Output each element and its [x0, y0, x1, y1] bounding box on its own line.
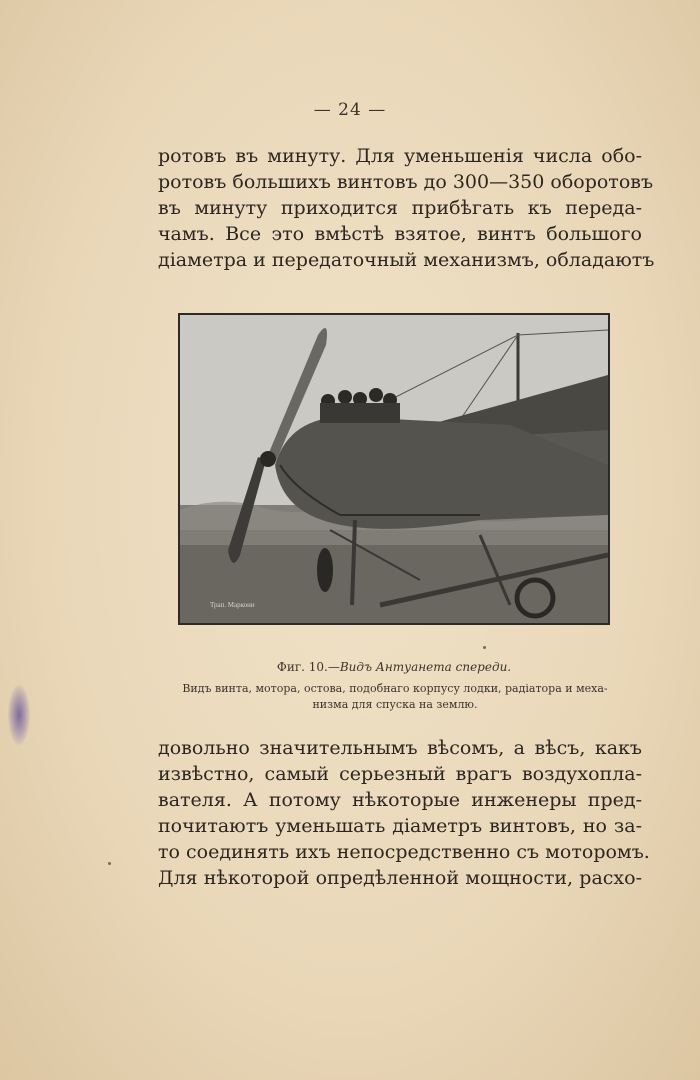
figure-number: Фиг. 10.— — [276, 660, 340, 674]
text-line: ротовъ въ минуту. Для уменьшенія числа обо- — [158, 145, 642, 167]
text-line: въ минуту приходится прибѣгать къ переда- — [158, 197, 642, 219]
text-line: чамъ. Все это вмѣстѣ взятое, винтъ большого — [158, 223, 642, 245]
airplane-photo-illustration — [180, 315, 608, 623]
paper-speck — [483, 646, 486, 649]
text-line: то соединять ихъ непосредственно съ моторомъ. — [158, 841, 650, 863]
ink-stain — [8, 685, 30, 745]
text-line: довольно значительнымъ вѣсомъ, а вѣсъ, какъ — [158, 737, 642, 759]
text-line: почитаютъ уменьшать діаметръ винтовъ, но за- — [158, 815, 642, 837]
figure-title: Видъ Антуанетa спереди. — [339, 660, 512, 674]
airplane-photo — [178, 313, 610, 625]
text-line: діаметра и передаточный механизмъ, обладаютъ — [158, 249, 655, 271]
text-line: Для нѣкоторой опредѣленной мощности, расхо- — [158, 867, 642, 889]
text-line: извѣстно, самый серьезный врагъ воздухопла- — [158, 763, 642, 785]
paragraph-top — [158, 143, 655, 273]
page-number: — 24 — — [313, 100, 387, 120]
figure-description — [160, 681, 630, 713]
figure-caption — [178, 660, 610, 674]
text-line: вателя. А потому нѣкоторые инженеры пред- — [158, 789, 642, 811]
figure-description-line: низма для спуска на землю. — [312, 698, 478, 711]
figure-description-line: Видъ винта, мотора, остова, подобнаго корпусу лодки, радіатора и меха- — [182, 682, 608, 695]
text-line: ротовъ большихъ винтовъ до 300—350 оборотовъ — [158, 171, 654, 193]
photo-credit: Трап. Маркони — [210, 601, 255, 609]
paragraph-bottom — [158, 735, 650, 891]
paper-speck — [108, 862, 111, 865]
